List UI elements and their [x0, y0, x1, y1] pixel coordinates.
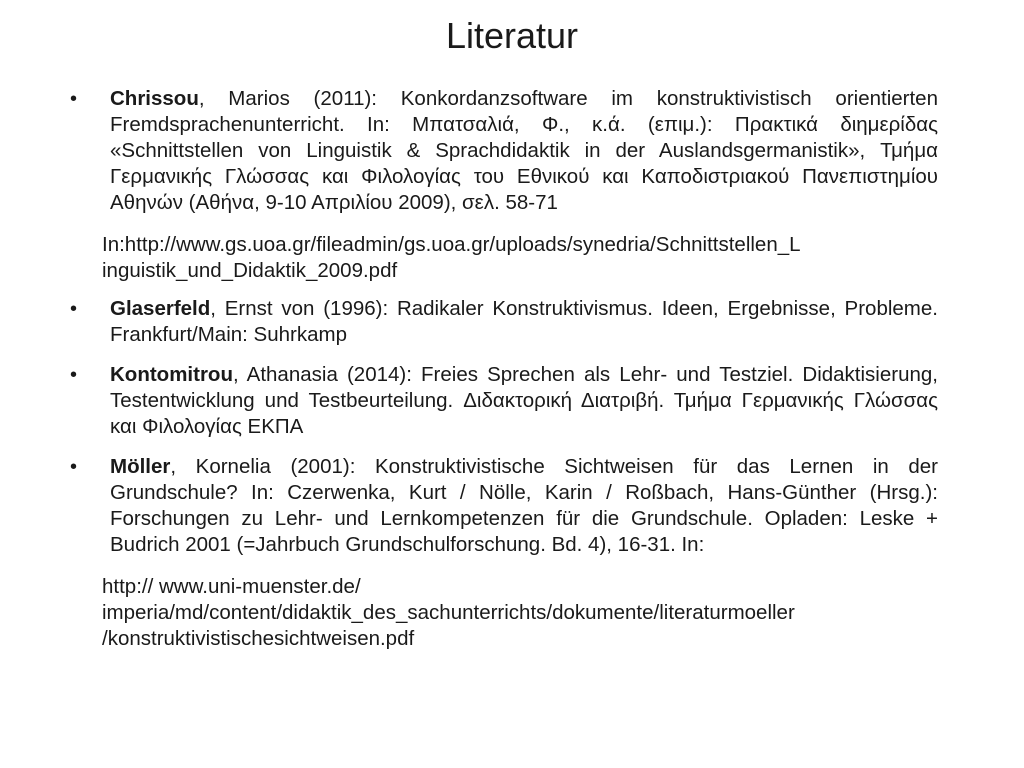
reference-moeller	[66, 454, 938, 558]
reference-author: Kontomitrou	[110, 363, 233, 386]
reference-text: , Ernst von (1996): Radikaler Konstruktivismus. Ideen, Ergebnisse, Probleme. Frankfurt/Main: Suhrkamp	[110, 297, 938, 346]
reference-glaserfeld	[66, 296, 938, 348]
reference-link-moeller[interactable]	[66, 574, 938, 652]
bullet-icon: •	[70, 88, 78, 110]
bullet-icon: •	[70, 364, 78, 386]
reference-text: , Athanasia (2014): Freies Sprechen als Lehr- und Testziel. Didaktisierung, Testentwicklung und Testbeurteilung. Διδακτορική Διατριβή. Τμήμα Γερμανικής Γλώσσας και Φιλολογίας ΕΚΠΑ	[110, 363, 938, 438]
bullet-icon: •	[70, 456, 78, 478]
reference-author: Möller	[110, 455, 171, 478]
reference-list	[66, 86, 938, 661]
reference-chrissou	[66, 86, 938, 216]
reference-link-chrissou[interactable]	[66, 232, 938, 284]
slide-title: Literatur	[445, 15, 579, 56]
link-line[interactable]: http:// www.uni-muenster.de/	[102, 575, 361, 598]
reference-author: Glaserfeld	[110, 297, 211, 320]
reference-author: Chrissou	[110, 87, 199, 110]
reference-kontomitrou	[66, 362, 938, 440]
reference-text: , Marios (2011): Konkordanzsoftware im konstruktivistisch orientierten Fremdsprachenunterricht. In: Μπατσαλιά, Φ., κ.ά. (επιμ.): Πρακτικά διημερίδας «Schnittstellen von Linguistik & Sprachdidaktik in der Auslandsgermanistik», Τμήμα Γερμανικής Γλώσσας και Φιλολογίας του Εθνικού και Καποδιστριακού Πανεπιστημίου Αθηνών (Αθήνα, 9-10 Απριλίου 2009), σελ. 58-71	[110, 87, 938, 214]
link-line[interactable]: inguistik_und_Didaktik_2009.pdf	[102, 259, 398, 282]
link-line[interactable]: /konstruktivistischesichtweisen.pdf	[102, 627, 415, 650]
bullet-icon: •	[70, 298, 78, 320]
reference-text: , Kornelia (2001): Konstruktivistische Sichtweisen für das Lernen in der Grundschule? In: Czerwenka, Kurt / Nölle, Karin / Roßbach, Hans-Günther (Hrsg.): Forschungen zu Lehr- und Lernkompetenzen für die Grundschule. Opladen: Leske + Budrich 2001 (=Jahrbuch Grundschulforschung. Bd. 4), 16-31. In:	[110, 455, 938, 556]
link-line[interactable]: imperia/md/content/didaktik_des_sachunterrichts/dokumente/literaturmoeller	[102, 601, 795, 624]
link-line[interactable]: In:http://www.gs.uoa.gr/fileadmin/gs.uoa.gr/uploads/synedria/Schnittstellen_L	[102, 233, 801, 256]
